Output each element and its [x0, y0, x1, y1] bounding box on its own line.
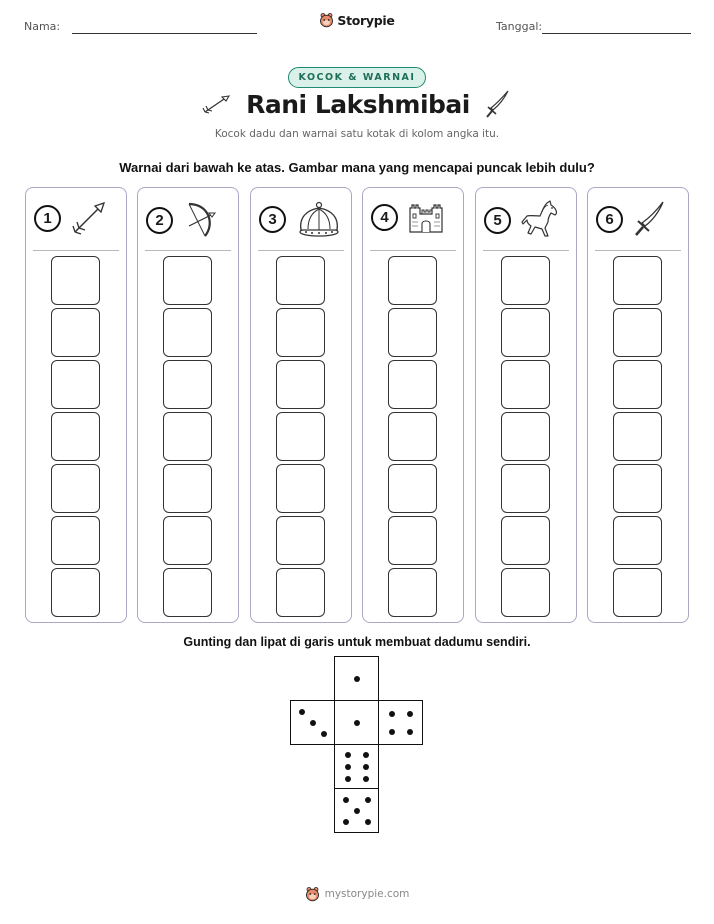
color-box[interactable] [163, 568, 212, 617]
color-box[interactable] [613, 308, 662, 357]
column-5 [475, 187, 577, 623]
column-divider [145, 250, 231, 251]
crown-icon [296, 200, 342, 238]
color-box[interactable] [613, 256, 662, 305]
color-box[interactable] [501, 464, 550, 513]
mascot-icon [305, 886, 320, 902]
activity-tag: KOCOK & WARNAI [288, 67, 427, 88]
arrow-icon [202, 93, 232, 115]
column-divider [595, 250, 681, 251]
color-box[interactable] [163, 412, 212, 461]
cut-instruction: Gunting dan lipat di garis untuk membuat dadumu sendiri. [183, 635, 531, 649]
column-number: 5 [484, 207, 511, 234]
color-box[interactable] [276, 568, 325, 617]
storypie-logo [0, 12, 714, 28]
color-box[interactable] [613, 360, 662, 409]
color-box[interactable] [163, 308, 212, 357]
color-box[interactable] [163, 256, 212, 305]
dice-pip [345, 764, 351, 770]
color-box[interactable] [501, 568, 550, 617]
dice-pip [345, 776, 351, 782]
color-box[interactable] [388, 568, 437, 617]
color-box[interactable] [276, 308, 325, 357]
column-divider [258, 250, 344, 251]
castle-icon [408, 200, 444, 234]
brand-name: Storypie [337, 12, 395, 28]
dice-face-1 [334, 700, 379, 745]
color-box[interactable] [51, 360, 100, 409]
color-box[interactable] [51, 464, 100, 513]
bow-icon [183, 200, 219, 240]
dice-pip [363, 752, 369, 758]
color-box[interactable] [51, 256, 100, 305]
column-4 [362, 187, 464, 623]
coloring-instruction: Warnai dari bawah ke atas. Gambar mana yang mencapai puncak lebih dulu? [119, 160, 595, 175]
dice-pip [310, 720, 316, 726]
color-box[interactable] [51, 412, 100, 461]
color-box[interactable] [276, 516, 325, 565]
column-divider [483, 250, 569, 251]
color-box[interactable] [276, 256, 325, 305]
color-box[interactable] [501, 256, 550, 305]
dice-pip [343, 819, 349, 825]
color-box[interactable] [51, 516, 100, 565]
color-box[interactable] [163, 360, 212, 409]
dice-pip [363, 764, 369, 770]
column-number: 1 [34, 205, 61, 232]
subtitle: Kocok dadu dan warnai satu kotak di kolom angka itu. [214, 128, 500, 140]
column-number: 2 [146, 207, 173, 234]
column-1 [25, 187, 127, 623]
color-box[interactable] [388, 516, 437, 565]
column-number: 3 [259, 206, 286, 233]
dice-pip [363, 776, 369, 782]
dice-pip [407, 729, 413, 735]
dice-pip [321, 731, 327, 737]
dice-face-5 [334, 788, 379, 833]
dice-pip [389, 729, 395, 735]
color-box[interactable] [501, 360, 550, 409]
column-number: 6 [596, 206, 623, 233]
dice-face-4 [378, 700, 423, 745]
name-line [72, 33, 257, 34]
color-box[interactable] [388, 256, 437, 305]
dice-face-3 [290, 700, 335, 745]
date-label: Tanggal: [496, 20, 543, 33]
color-box[interactable] [501, 412, 550, 461]
dice-pip [345, 752, 351, 758]
dice-face-1 [334, 656, 379, 701]
color-box[interactable] [388, 308, 437, 357]
dice-pip [354, 676, 360, 682]
dice-pip [365, 797, 371, 803]
footer [0, 886, 714, 902]
color-box[interactable] [388, 360, 437, 409]
horse-icon [521, 200, 561, 240]
sword-icon [484, 89, 512, 119]
dice-face-6 [334, 744, 379, 789]
column-3 [250, 187, 352, 623]
footer-url: mystorypie.com [324, 888, 410, 900]
color-box[interactable] [276, 412, 325, 461]
dice-pip [365, 819, 371, 825]
color-box[interactable] [613, 464, 662, 513]
color-box[interactable] [163, 464, 212, 513]
column-number: 4 [371, 204, 398, 231]
sword-icon [633, 200, 667, 238]
column-6 [587, 187, 689, 623]
name-label: Nama: [24, 20, 61, 33]
arrow-icon [71, 200, 107, 236]
dice-pip [389, 711, 395, 717]
color-box[interactable] [163, 516, 212, 565]
dice-pip [299, 709, 305, 715]
column-divider [370, 250, 456, 251]
color-box[interactable] [501, 516, 550, 565]
color-box[interactable] [51, 308, 100, 357]
dice-pip [407, 711, 413, 717]
color-box[interactable] [276, 464, 325, 513]
color-box[interactable] [613, 516, 662, 565]
dice-pip [354, 808, 360, 814]
date-line [542, 33, 691, 34]
color-box[interactable] [613, 568, 662, 617]
mascot-icon [319, 12, 334, 28]
column-divider [33, 250, 119, 251]
dice-pip [343, 797, 349, 803]
color-box[interactable] [388, 464, 437, 513]
dice-pip [354, 720, 360, 726]
column-2 [137, 187, 239, 623]
color-box[interactable] [613, 412, 662, 461]
color-box[interactable] [51, 568, 100, 617]
color-box[interactable] [388, 412, 437, 461]
color-box[interactable] [501, 308, 550, 357]
color-box[interactable] [276, 360, 325, 409]
page-title: Rani Lakshmibai [246, 89, 470, 119]
